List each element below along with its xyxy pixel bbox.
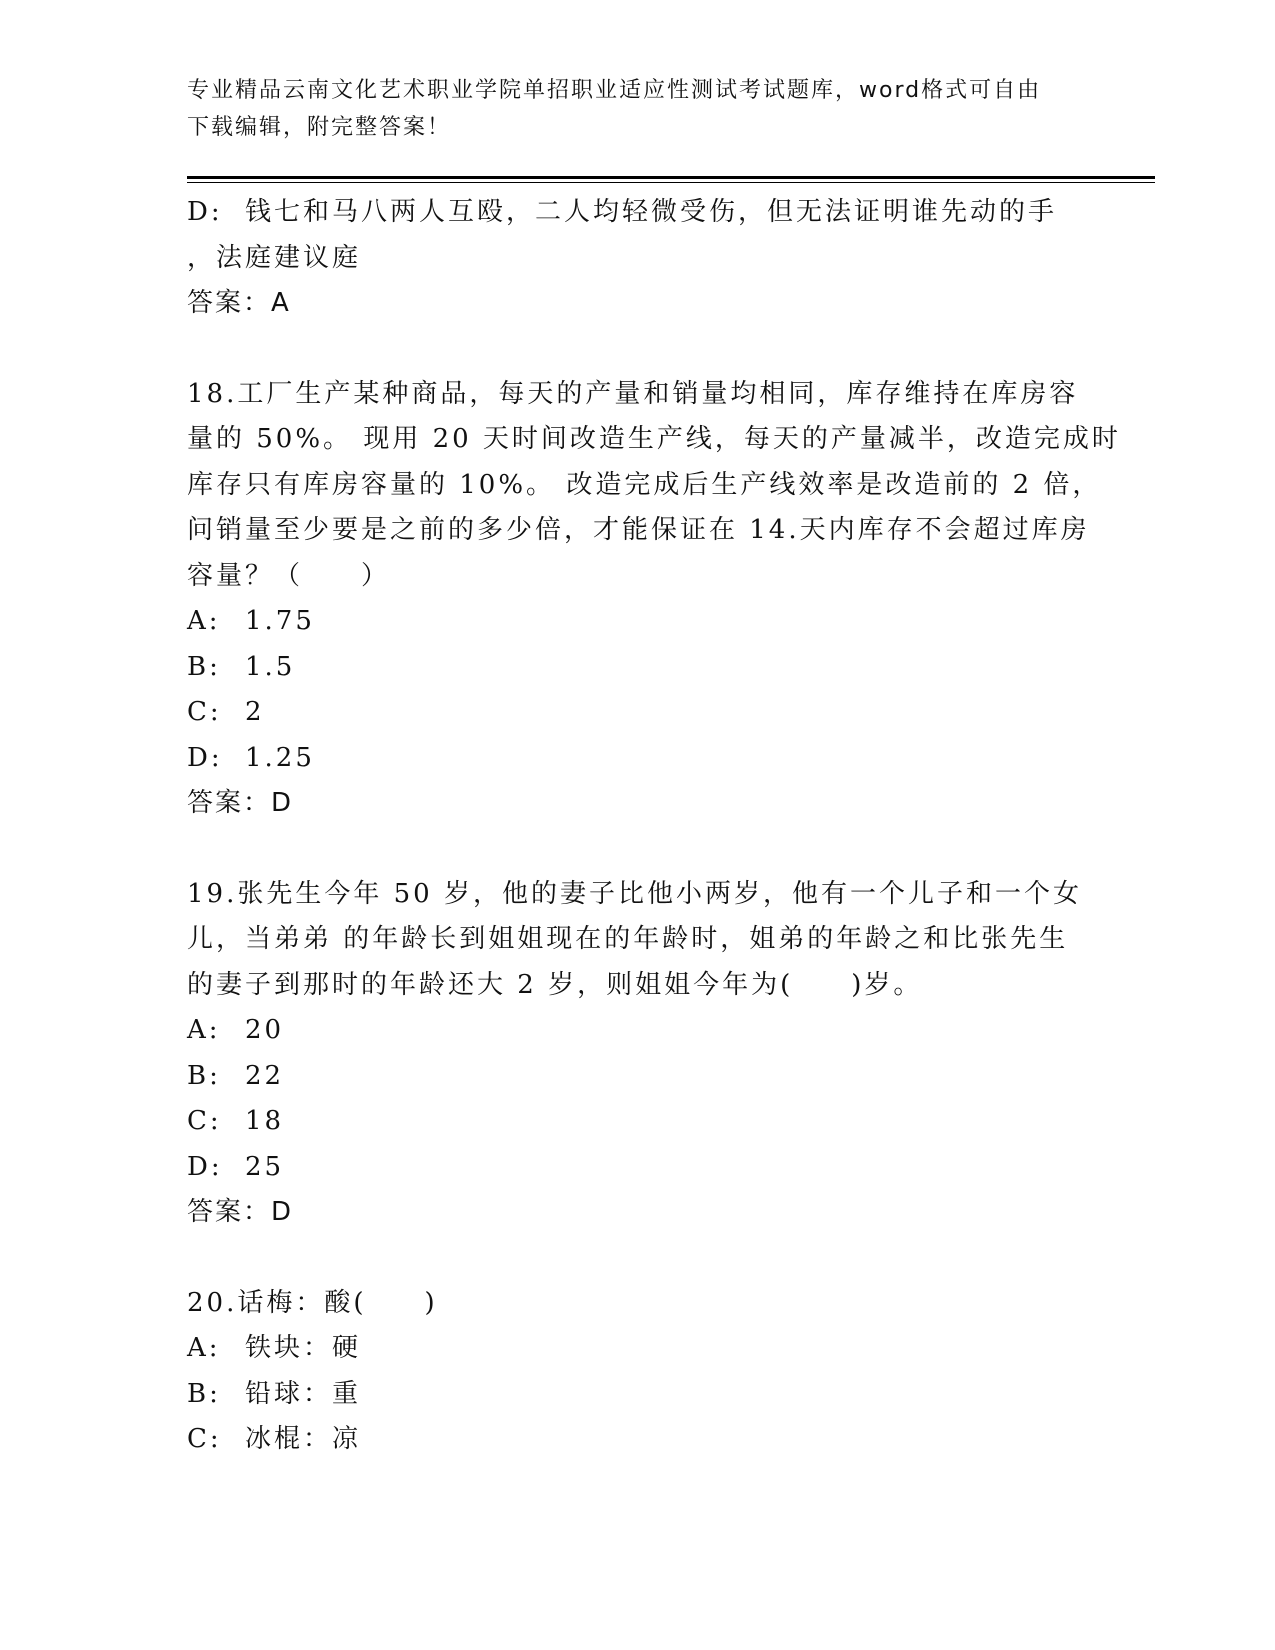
option-key: A: (187, 1333, 221, 1363)
option-text: 22 (245, 1060, 285, 1091)
option-key: C: (187, 1424, 222, 1454)
option-text: 钱七和马八两人互殴，二人均轻微受伤，但无法证明谁先动的手 (245, 197, 1058, 227)
option-text: 1.25 (245, 742, 315, 773)
document-header (187, 72, 1087, 146)
option-c (187, 690, 1087, 736)
option-key: B: (187, 1060, 221, 1091)
question-text-line: 20.话梅：酸( ) (187, 1287, 438, 1318)
answer-line: 答案：D (187, 1197, 294, 1227)
answer-line: 答案：D (187, 788, 294, 818)
question-text-line: 19.张先生今年 50 岁，他的妻子比他小两岁，他有一个儿子和一个女 (187, 878, 1082, 909)
option-a (187, 599, 1087, 645)
option-d (187, 190, 1087, 236)
question-18 (187, 372, 1121, 827)
question-17-tail (187, 190, 1087, 327)
answer-line: 答案：A (187, 288, 291, 318)
header-line-1: 专业精品云南文化艺术职业学院单招职业适应性测试考试题库，word格式可自由 (187, 78, 1042, 103)
question-20 (187, 1281, 1087, 1463)
question-text-line: 量的 50%。 现用 20 天时间改造生产线，每天的产量减半，改造完成时 (187, 424, 1121, 454)
option-key: D: (187, 742, 223, 773)
option-key: B: (187, 1378, 221, 1409)
header-divider-thick (187, 176, 1155, 179)
option-c (187, 1099, 1087, 1145)
question-19 (187, 872, 1087, 1236)
option-text: 25 (245, 1151, 285, 1182)
question-text-line: 库存只有库房容量的 10%。 改造完成后生产线效率是改造前的 2 倍， (187, 469, 1102, 500)
option-a (187, 1326, 1087, 1372)
question-text-line: 儿，当弟弟 的年龄长到姐姐现在的年龄时，姐弟的年龄之和比张先生 (187, 924, 1069, 954)
question-text-line: 容量？（ ） (187, 560, 391, 591)
option-key: C: (187, 1106, 222, 1136)
option-a (187, 1008, 1087, 1054)
option-c (187, 1417, 1087, 1463)
option-d (187, 736, 1087, 782)
option-key: A: (187, 1015, 221, 1045)
option-text: 铅球：重 (245, 1378, 362, 1409)
option-text: 1.5 (245, 651, 296, 682)
option-text: 1.75 (245, 606, 315, 636)
document-body (187, 190, 1121, 1463)
option-b (187, 1372, 1087, 1418)
option-text: 18 (245, 1106, 285, 1136)
option-key: C: (187, 697, 222, 727)
option-key: D: (187, 197, 223, 227)
question-text-line: 18.工厂生产某种商品，每天的产量和销量均相同，库存维持在库房容 (187, 378, 1079, 409)
option-key: A: (187, 606, 221, 636)
option-key: D: (187, 1151, 223, 1182)
question-text-line: 的妻子到那时的年龄还大 2 岁，则姐姐今年为( )岁。 (187, 969, 923, 1000)
option-key: B: (187, 651, 221, 682)
header-line-2: 下载编辑，附完整答案！ (187, 115, 452, 140)
option-b (187, 1054, 1087, 1100)
option-text: 2 (245, 697, 265, 727)
option-text: 铁块：硬 (245, 1333, 362, 1363)
option-b (187, 645, 1087, 691)
question-text-line: 问销量至少要是之前的多少倍，才能保证在 14.天内库存不会超过库房 (187, 515, 1090, 545)
option-d (187, 1145, 1087, 1191)
option-text-continued: ，法庭建议庭 (187, 242, 362, 273)
header-divider-thin (187, 182, 1155, 183)
option-text: 20 (245, 1015, 285, 1045)
option-text: 冰棍：凉 (245, 1424, 362, 1454)
